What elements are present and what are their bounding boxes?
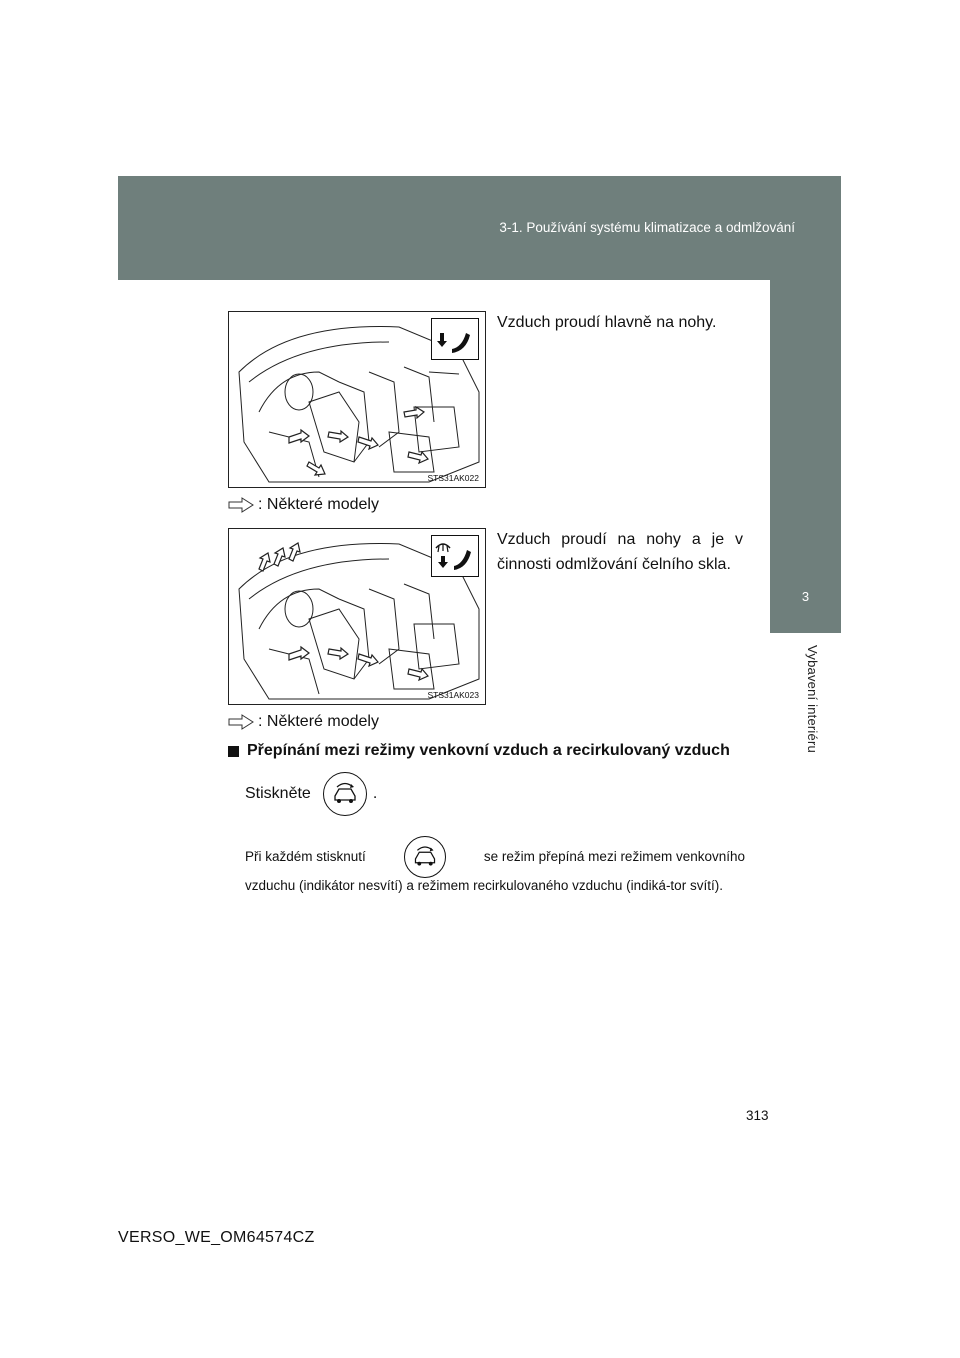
section-title [228, 742, 730, 760]
figure-foot-defrost-mode [228, 528, 486, 705]
press-instruction [245, 772, 377, 816]
model-note-text: : Některé modely [258, 713, 379, 730]
page-number: 313 [746, 1108, 769, 1123]
figure-description: Vzduch proudí hlavně na nohy. [497, 314, 717, 331]
recirculation-button-icon [323, 772, 367, 816]
chapter-tab [770, 565, 841, 633]
arrow-icon [228, 714, 254, 730]
figure-code: STS31AK023 [427, 690, 479, 700]
document-code: VERSO_WE_OM64574CZ [118, 1229, 315, 1246]
foot-defrost-mode-icon [431, 535, 479, 577]
chapter-label: Vybavení interiéru [805, 645, 820, 753]
press-end: . [372, 785, 378, 802]
arrow-icon [228, 497, 254, 513]
detail-first-line [245, 836, 745, 878]
figure-description: Vzduch proudí na nohy a je v činnosti odmlžování čelního skla. [497, 531, 743, 573]
bullet-square-icon [228, 746, 239, 757]
detail-mid: se režim přepíná mezi režimem venkovního [483, 849, 745, 864]
model-note [228, 713, 379, 731]
section-header-title: 3-1. Používání systému klimatizace a odmlžování [499, 220, 795, 235]
model-note [228, 496, 379, 514]
figure-code: STS31AK022 [427, 473, 479, 483]
model-note-text: : Některé modely [258, 496, 379, 513]
press-text: Stiskněte [245, 785, 311, 802]
chapter-number: 3 [801, 589, 810, 604]
header-band [118, 176, 841, 280]
detail-start: Při každém stisknutí [245, 849, 366, 864]
section-title-text: Přepínání mezi režimy venkovní vzduch a recirkulovaný vzduch [247, 742, 730, 759]
foot-mode-icon [431, 318, 479, 360]
figure-foot-mode [228, 311, 486, 488]
side-tab-band [770, 280, 841, 565]
recirculation-button-icon [404, 836, 446, 878]
detail-rest: vzduchu (indikátor nesvítí) a režimem recirkulovaného vzduchu (indiká-tor svítí). [245, 878, 723, 893]
